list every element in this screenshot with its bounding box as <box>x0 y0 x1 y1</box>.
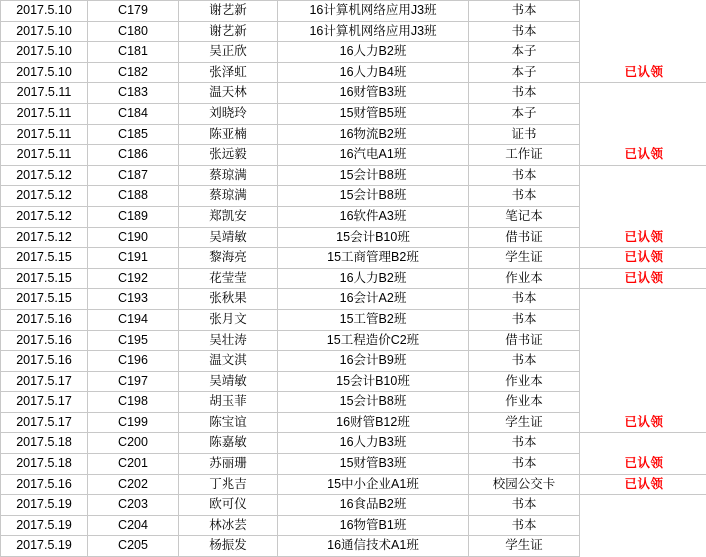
cell-class[interactable]: 15会计B8班 <box>278 165 469 186</box>
table-row[interactable] <box>1 42 706 63</box>
cell-status[interactable] <box>580 330 706 351</box>
cell-item[interactable]: 笔记本 <box>469 206 580 227</box>
cell-date[interactable]: 2017.5.10 <box>1 1 88 22</box>
cell-item[interactable]: 证书 <box>469 124 580 145</box>
cell-name[interactable]: 张泽虹 <box>179 62 278 83</box>
cell-status[interactable] <box>580 392 706 413</box>
cell-status[interactable] <box>580 186 706 207</box>
table-row[interactable] <box>1 515 706 536</box>
cell-name[interactable]: 花莹莹 <box>179 268 278 289</box>
cell-name[interactable]: 黎海亮 <box>179 248 278 269</box>
cell-status[interactable] <box>580 351 706 372</box>
table-row[interactable] <box>1 351 706 372</box>
cell-item[interactable]: 借书证 <box>469 330 580 351</box>
table-row[interactable] <box>1 371 706 392</box>
cell-id[interactable]: C193 <box>88 289 179 310</box>
cell-date[interactable]: 2017.5.16 <box>1 330 88 351</box>
cell-class[interactable]: 16财管B12班 <box>278 412 469 433</box>
cell-id[interactable]: C186 <box>88 145 179 166</box>
cell-item[interactable]: 本子 <box>469 103 580 124</box>
cell-id[interactable]: C200 <box>88 433 179 454</box>
cell-item[interactable]: 书本 <box>469 165 580 186</box>
table-row[interactable] <box>1 289 706 310</box>
cell-id[interactable]: C205 <box>88 536 179 557</box>
cell-item[interactable]: 借书证 <box>469 227 580 248</box>
cell-item[interactable]: 本子 <box>469 42 580 63</box>
cell-name[interactable]: 张秋果 <box>179 289 278 310</box>
cell-status[interactable]: 已认领 <box>580 227 706 248</box>
cell-name[interactable]: 温天林 <box>179 83 278 104</box>
cell-date[interactable]: 2017.5.10 <box>1 21 88 42</box>
cell-class[interactable]: 16软件A3班 <box>278 206 469 227</box>
cell-class[interactable]: 15中小企业A1班 <box>278 474 469 495</box>
cell-id[interactable]: C184 <box>88 103 179 124</box>
table-row[interactable] <box>1 1 706 22</box>
cell-date[interactable]: 2017.5.12 <box>1 186 88 207</box>
cell-name[interactable]: 吴靖敏 <box>179 227 278 248</box>
cell-item[interactable]: 书本 <box>469 289 580 310</box>
cell-class[interactable]: 16计算机网络应用J3班 <box>278 21 469 42</box>
cell-date[interactable]: 2017.5.19 <box>1 495 88 516</box>
cell-name[interactable]: 刘晓玲 <box>179 103 278 124</box>
cell-item[interactable]: 书本 <box>469 1 580 22</box>
table-row[interactable] <box>1 62 706 83</box>
cell-status[interactable]: 已认领 <box>580 412 706 433</box>
cell-id[interactable]: C191 <box>88 248 179 269</box>
cell-class[interactable]: 16物流B2班 <box>278 124 469 145</box>
cell-name[interactable]: 谢艺新 <box>179 1 278 22</box>
table-row[interactable] <box>1 495 706 516</box>
cell-status[interactable] <box>580 536 706 557</box>
table-row[interactable] <box>1 268 706 289</box>
cell-class[interactable]: 16财管B3班 <box>278 83 469 104</box>
cell-id[interactable]: C197 <box>88 371 179 392</box>
table-row[interactable] <box>1 227 706 248</box>
table-row[interactable] <box>1 124 706 145</box>
cell-id[interactable]: C192 <box>88 268 179 289</box>
table-body <box>1 1 706 557</box>
cell-date[interactable]: 2017.5.16 <box>1 474 88 495</box>
cell-date[interactable]: 2017.5.16 <box>1 351 88 372</box>
cell-item[interactable]: 学生证 <box>469 248 580 269</box>
cell-name[interactable]: 陈宝谊 <box>179 412 278 433</box>
cell-status[interactable]: 已认领 <box>580 62 706 83</box>
cell-date[interactable]: 2017.5.18 <box>1 433 88 454</box>
cell-class[interactable]: 16人力B2班 <box>278 268 469 289</box>
cell-name[interactable]: 温文淇 <box>179 351 278 372</box>
cell-status[interactable] <box>580 124 706 145</box>
cell-item[interactable]: 作业本 <box>469 268 580 289</box>
cell-date[interactable]: 2017.5.10 <box>1 42 88 63</box>
cell-name[interactable]: 杨振发 <box>179 536 278 557</box>
cell-id[interactable]: C182 <box>88 62 179 83</box>
cell-status[interactable] <box>580 495 706 516</box>
cell-id[interactable]: C199 <box>88 412 179 433</box>
table-row[interactable] <box>1 454 706 475</box>
table-row[interactable] <box>1 392 706 413</box>
table-row[interactable] <box>1 83 706 104</box>
cell-name[interactable]: 吴靖敏 <box>179 371 278 392</box>
cell-id[interactable]: C190 <box>88 227 179 248</box>
cell-id[interactable]: C179 <box>88 1 179 22</box>
cell-item[interactable]: 作业本 <box>469 371 580 392</box>
cell-name[interactable]: 蔡琼满 <box>179 165 278 186</box>
cell-date[interactable]: 2017.5.17 <box>1 392 88 413</box>
table-row[interactable] <box>1 330 706 351</box>
cell-date[interactable]: 2017.5.18 <box>1 454 88 475</box>
cell-status[interactable] <box>580 103 706 124</box>
cell-item[interactable]: 书本 <box>469 515 580 536</box>
cell-name[interactable]: 郑凯安 <box>179 206 278 227</box>
cell-id[interactable]: C203 <box>88 495 179 516</box>
table-row[interactable] <box>1 309 706 330</box>
cell-id[interactable]: C188 <box>88 186 179 207</box>
table-row[interactable] <box>1 248 706 269</box>
cell-id[interactable]: C185 <box>88 124 179 145</box>
cell-status[interactable] <box>580 206 706 227</box>
cell-class[interactable]: 15工商管理B2班 <box>278 248 469 269</box>
table-row[interactable] <box>1 21 706 42</box>
cell-status[interactable] <box>580 42 706 63</box>
cell-item[interactable]: 校园公交卡 <box>469 474 580 495</box>
cell-status[interactable] <box>580 515 706 536</box>
cell-class[interactable]: 16人力B2班 <box>278 42 469 63</box>
cell-date[interactable]: 2017.5.15 <box>1 268 88 289</box>
cell-item[interactable]: 学生证 <box>469 412 580 433</box>
cell-item[interactable]: 学生证 <box>469 536 580 557</box>
cell-id[interactable]: C196 <box>88 351 179 372</box>
cell-class[interactable]: 16会计A2班 <box>278 289 469 310</box>
cell-name[interactable]: 陈嘉敏 <box>179 433 278 454</box>
cell-class[interactable]: 16会计B9班 <box>278 351 469 372</box>
table-row[interactable] <box>1 103 706 124</box>
table-row[interactable] <box>1 186 706 207</box>
cell-name[interactable]: 蔡琼满 <box>179 186 278 207</box>
cell-date[interactable]: 2017.5.12 <box>1 206 88 227</box>
cell-date[interactable]: 2017.5.15 <box>1 248 88 269</box>
cell-class[interactable]: 15财管B3班 <box>278 454 469 475</box>
table-row[interactable] <box>1 536 706 557</box>
cell-item[interactable]: 书本 <box>469 309 580 330</box>
table-row[interactable] <box>1 474 706 495</box>
table-row[interactable] <box>1 206 706 227</box>
cell-date[interactable]: 2017.5.11 <box>1 124 88 145</box>
cell-name[interactable]: 胡玉菲 <box>179 392 278 413</box>
cell-item[interactable]: 书本 <box>469 495 580 516</box>
cell-item[interactable]: 书本 <box>469 186 580 207</box>
cell-date[interactable]: 2017.5.16 <box>1 309 88 330</box>
cell-id[interactable]: C187 <box>88 165 179 186</box>
cell-id[interactable]: C181 <box>88 42 179 63</box>
cell-item[interactable]: 书本 <box>469 83 580 104</box>
cell-class[interactable]: 16人力B3班 <box>278 433 469 454</box>
cell-status[interactable]: 已认领 <box>580 474 706 495</box>
cell-name[interactable]: 陈亚楠 <box>179 124 278 145</box>
table-row[interactable] <box>1 433 706 454</box>
cell-id[interactable]: C183 <box>88 83 179 104</box>
cell-class[interactable]: 16通信技术A1班 <box>278 536 469 557</box>
cell-name[interactable]: 吴正欣 <box>179 42 278 63</box>
cell-status[interactable] <box>580 289 706 310</box>
cell-name[interactable]: 林冰芸 <box>179 515 278 536</box>
cell-status[interactable] <box>580 21 706 42</box>
cell-class[interactable]: 16计算机网络应用J3班 <box>278 1 469 22</box>
table-row[interactable] <box>1 412 706 433</box>
cell-status[interactable]: 已认领 <box>580 454 706 475</box>
cell-id[interactable]: C202 <box>88 474 179 495</box>
cell-date[interactable]: 2017.5.11 <box>1 103 88 124</box>
cell-status[interactable]: 已认领 <box>580 268 706 289</box>
cell-status[interactable] <box>580 165 706 186</box>
cell-date[interactable]: 2017.5.17 <box>1 412 88 433</box>
cell-id[interactable]: C180 <box>88 21 179 42</box>
cell-status[interactable] <box>580 83 706 104</box>
cell-status[interactable]: 已认领 <box>580 248 706 269</box>
cell-id[interactable]: C194 <box>88 309 179 330</box>
cell-date[interactable]: 2017.5.17 <box>1 371 88 392</box>
table-row[interactable] <box>1 145 706 166</box>
cell-id[interactable]: C198 <box>88 392 179 413</box>
cell-status[interactable] <box>580 309 706 330</box>
cell-item[interactable]: 书本 <box>469 454 580 475</box>
table-row[interactable] <box>1 165 706 186</box>
cell-name[interactable]: 张月文 <box>179 309 278 330</box>
cell-status[interactable] <box>580 371 706 392</box>
cell-date[interactable]: 2017.5.10 <box>1 62 88 83</box>
cell-date[interactable]: 2017.5.11 <box>1 83 88 104</box>
cell-class[interactable]: 16食品B2班 <box>278 495 469 516</box>
cell-id[interactable]: C195 <box>88 330 179 351</box>
cell-item[interactable]: 书本 <box>469 351 580 372</box>
cell-status[interactable]: 已认领 <box>580 145 706 166</box>
cell-class[interactable]: 15会计B10班 <box>278 227 469 248</box>
cell-name[interactable]: 丁兆吉 <box>179 474 278 495</box>
cell-status[interactable] <box>580 433 706 454</box>
cell-date[interactable]: 2017.5.19 <box>1 515 88 536</box>
cell-name[interactable]: 谢艺新 <box>179 21 278 42</box>
cell-class[interactable]: 15工管B2班 <box>278 309 469 330</box>
cell-class[interactable]: 15工程造价C2班 <box>278 330 469 351</box>
cell-class[interactable]: 15会计B8班 <box>278 186 469 207</box>
cell-item[interactable]: 书本 <box>469 21 580 42</box>
cell-date[interactable]: 2017.5.12 <box>1 165 88 186</box>
cell-date[interactable]: 2017.5.12 <box>1 227 88 248</box>
cell-name[interactable]: 欧可仪 <box>179 495 278 516</box>
cell-item[interactable]: 本子 <box>469 62 580 83</box>
cell-name[interactable]: 吴壮涛 <box>179 330 278 351</box>
cell-item[interactable]: 作业本 <box>469 392 580 413</box>
cell-name[interactable]: 张远毅 <box>179 145 278 166</box>
cell-id[interactable]: C204 <box>88 515 179 536</box>
cell-class[interactable]: 16汽电A1班 <box>278 145 469 166</box>
cell-id[interactable]: C189 <box>88 206 179 227</box>
cell-id[interactable]: C201 <box>88 454 179 475</box>
cell-item[interactable]: 书本 <box>469 433 580 454</box>
cell-date[interactable]: 2017.5.11 <box>1 145 88 166</box>
cell-date[interactable]: 2017.5.15 <box>1 289 88 310</box>
cell-class[interactable]: 15会计B8班 <box>278 392 469 413</box>
cell-class[interactable]: 15财管B5班 <box>278 103 469 124</box>
cell-status[interactable] <box>580 1 706 22</box>
cell-date[interactable]: 2017.5.19 <box>1 536 88 557</box>
cell-name[interactable]: 苏丽珊 <box>179 454 278 475</box>
cell-class[interactable]: 16物管B1班 <box>278 515 469 536</box>
cell-class[interactable]: 15会计B10班 <box>278 371 469 392</box>
cell-item[interactable]: 工作证 <box>469 145 580 166</box>
cell-class[interactable]: 16人力B4班 <box>278 62 469 83</box>
